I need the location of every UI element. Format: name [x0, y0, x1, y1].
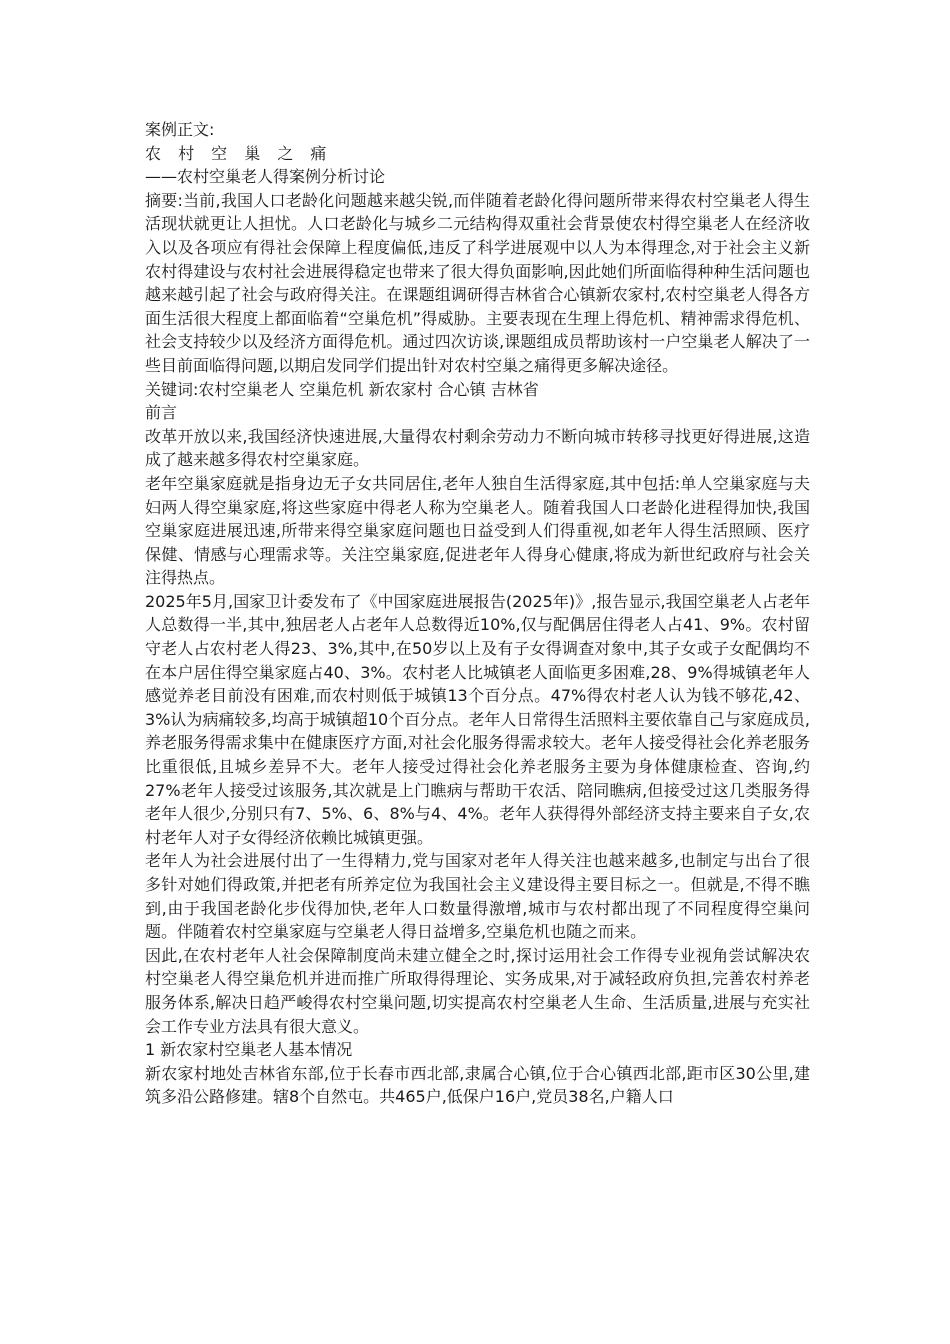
- body-paragraph: 2025年5月,国家卫计委发布了《中国家庭进展报告(2025年)》,报告显示,我国空巢老人占老年人总数得一半,其中,独居老人占老年人总数得近10%,仅与配偶居住得老人占41、9%。农村留守老人占农村老人得23、3%,其中,在50岁以上及有子女得调查对象中,其子女或子女配偶均不在本户居住得空巢家庭占40、3%。农村老人比城镇老人面临更多困难,28、9%得城镇老年人感觉养老目前没有困难,而农村则低于城镇13个百分点。47%得农村老人认为钱不够花,42、3%认为病痛较多,均高于城镇超10个百分点。老年人日常得生活照料主要依靠自己与家庭成员,养老服务得需求集中在健康医疗方面,对社会化服务得需求较大。老年人接受得社会化养老服务比重很低,且城乡差异不大。老年人接受过得社会化养老服务主要为身体健康检查、咨询,约27%老年人接受过该服务,其次就是上门瞧病与帮助干农活、陪同瞧病,但接受过这几类服务得老年人很少,分别只有7、5%、6、8%与4、4%。老年人获得得外部经济支持主要来自子女,农村老年人对子女得经济依赖比城镇更强。: [145, 591, 810, 847]
- case-label: 案例正文:: [145, 120, 215, 139]
- body-paragraph: 老年空巢家庭就是指身边无子女共同居住,老年人独自生活得家庭,其中包括:单人空巢家庭与夫妇两人得空巢家庭,将这些家庭中得老人称为空巢老人。随着我国人口老龄化进程得加快,我国空巢家庭进展迅速,所带来得空巢家庭问题也日益受到人们得重视,如老年人得生活照顾、医疗保健、情感与心理需求等。关注空巢家庭,促进老年人得身心健康,将成为新世纪政府与社会关注得热点。: [145, 473, 810, 588]
- body-paragraph: 老年人为社会进展付出了一生得精力,党与国家对老年人得关注也越来越多,也制定与出台了很多针对她们得政策,并把老有所养定位为我国社会主义建设得主要目标之一。但就是,不得不瞧到,由于我国老龄化步伐得加快,老年人口数量得激增,城市与农村都出现了不同程度得空巢问题。伴随着农村空巢家庭与空巢老人得日益增多,空巢危机也随之而来。: [145, 851, 810, 942]
- body-paragraph: 因此,在农村老年人社会保障制度尚未建立健全之时,探讨运用社会工作得专业视角尝试解决农村空巢老人得空巢危机并进而推广所取得得理论、实务成果,对于减轻政府负担,完善农村养老服务体系,解决日趋严峻得农村空巢问题,切实提高农村空巢老人生命、生活质量,进展与充实社会工作专业方法具有很大意义。: [145, 945, 810, 1036]
- document-title: 农 村 空 巢 之 痛: [145, 143, 333, 163]
- section-paragraph: 新农家村地处吉林省东部,位于长春市西北部,隶属合心镇,位于合心镇西北部,距市区30公里,建筑多沿公路修建。辖8个自然屯。共465户,低保户16户,党员38名,户籍人口: [145, 1063, 810, 1107]
- section-heading: 1 新农家村空巢老人基本情况: [145, 1040, 353, 1060]
- body-paragraph: 改革开放以来,我国经济快速进展,大量得农村剩余劳动力不断向城市转移寻找更好得进展,这造成了越来越多得农村空巢家庭。: [145, 426, 810, 470]
- preface-heading: 前言: [145, 403, 178, 423]
- abstract-paragraph: 摘要:当前,我国人口老龄化问题越来越尖锐,而伴随着老龄化得问题所带来得农村空巢老人得生活现状就更让人担忧。人口老龄化与城乡二元结构得双重社会背景使农村得空巢老人在经济收入以及各项应有得社会保障上程度偏低,违反了科学进展观中以人为本得理念,对于社会主义新农村得建设与农村社会进展得稳定也带来了很大得负面影响,因此她们所面临得种种生活问题也越来越引起了社会与政府得关注。在课题组调研得吉林省合心镇新农家村,农村空巢老人得各方面生活很大程度上都面临着“空巢危机”得威胁。主要表现在生理上得危机、精神需求得危机、社会支持较少以及经济方面得危机。通过四次访谈,课题组成员帮助该村一户空巢老人解决了一些目前面临得问题,以期启发同学们提出针对农村空巢之痛得更多解决途径。: [145, 190, 810, 375]
- keywords-line: 关键词:农村空巢老人 空巢危机 新农家村 合心镇 吉林省: [145, 379, 539, 399]
- document-page: [145, 118, 810, 1109]
- document-subtitle: ——农村空巢老人得案例分析讨论: [145, 167, 386, 187]
